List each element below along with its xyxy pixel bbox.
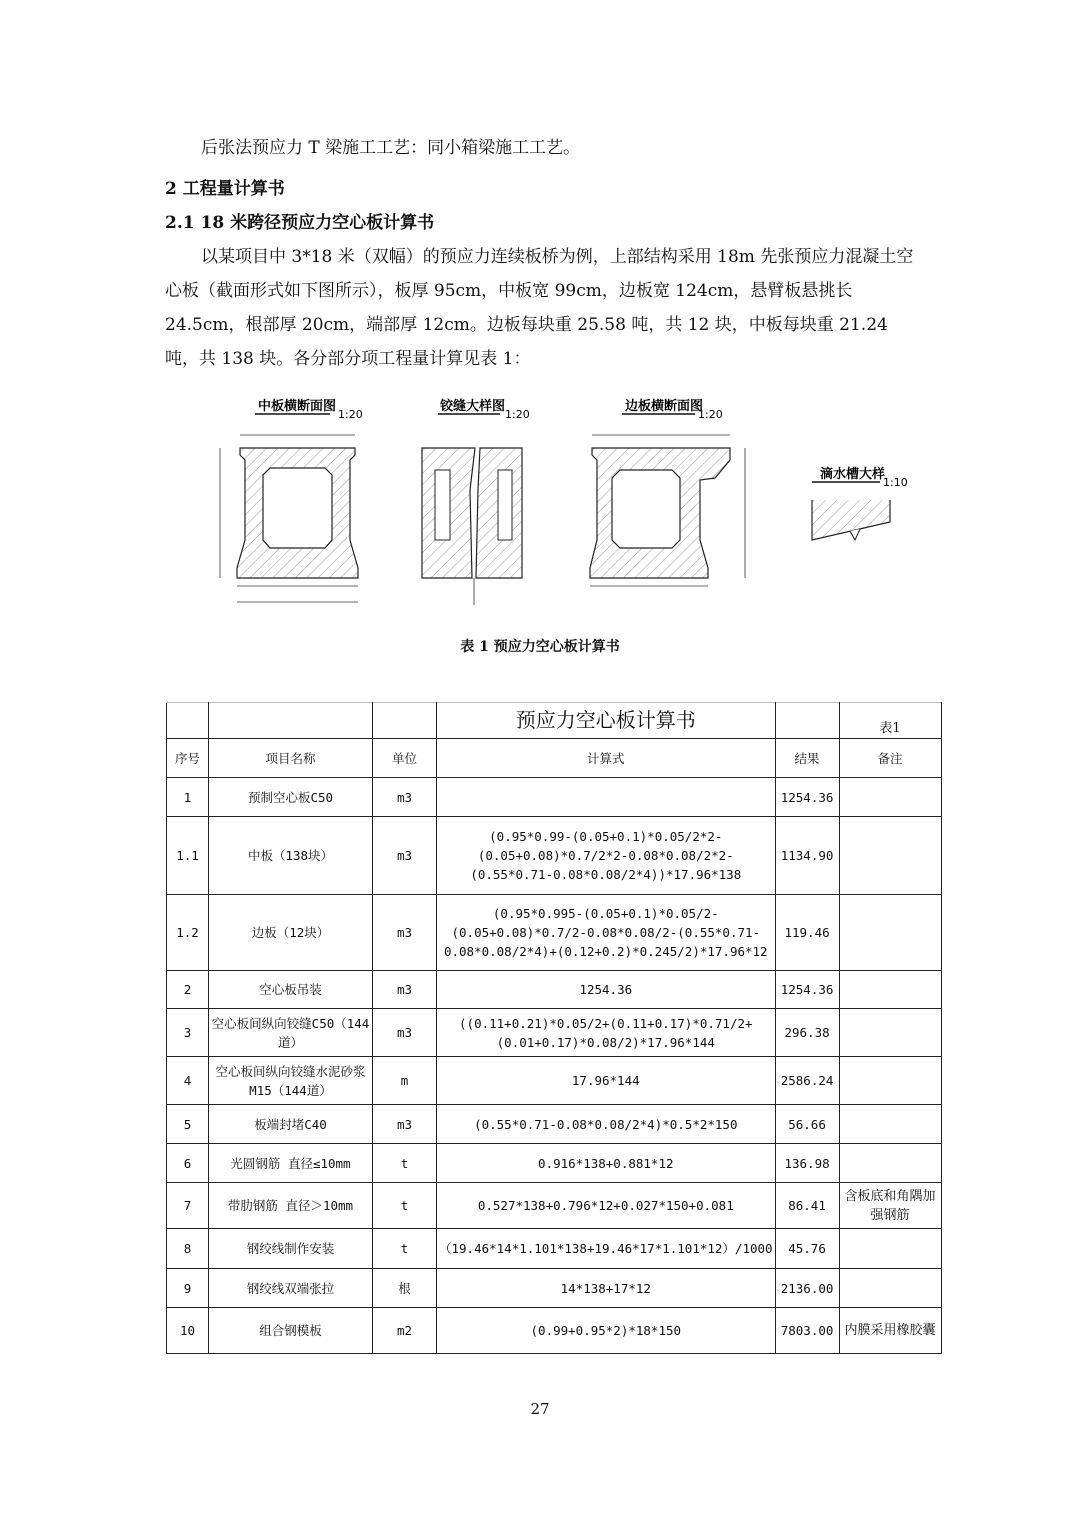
table-caption: 表 1 预应力空心板计算书	[460, 639, 620, 655]
cell-name: 预制空心板C50	[209, 778, 373, 817]
cell-unit: m3	[373, 895, 437, 971]
cell-result: 2136.00	[775, 1269, 839, 1308]
body-paragraph: 以某项目中 3*18 米（双幅）的预应力连续板桥为例，上部结构采用 18m 先张预应力混凝土空心板（截面形式如下图所示），板厚 95cm，中板宽 99cm，边板宽 124cm，悬臂板悬挑长 24.5cm，根部厚 20cm，端部厚 12cm。边板每块重 25.58 吨，共 12 块，中板每块重 21.24 吨，共 138 块。各分部分项工程量计算见表 1：	[165, 247, 914, 369]
table-row	[167, 1144, 942, 1183]
table-row	[167, 1269, 942, 1308]
cell-result: 45.76	[775, 1229, 839, 1269]
cell-no: 6	[167, 1144, 209, 1183]
cell-formula: (0.55*0.71-0.08*0.08/2*4)*0.5*2*150	[437, 1105, 776, 1144]
d3-title: 边板横断面图	[625, 399, 704, 414]
table-row	[167, 817, 942, 895]
cell-result: 56.66	[775, 1105, 839, 1144]
cell-no: 10	[167, 1308, 209, 1354]
cell-formula: （19.46*14*1.101*138+19.46*17*1.101*12）/1000	[437, 1229, 776, 1269]
cell-note: 含板底和角隅加强钢筋	[839, 1183, 941, 1229]
table-row	[167, 778, 942, 817]
cell-note	[839, 817, 941, 895]
cell-result: 2586.24	[775, 1057, 839, 1105]
d4-title: 滴水槽大样	[820, 467, 886, 482]
cell-note	[839, 895, 941, 971]
cell-name: 空心板间纵向铰缝C50（144道）	[209, 1009, 373, 1057]
cell-note	[839, 1009, 941, 1057]
page-number: 27	[530, 1400, 550, 1418]
table-row	[167, 1229, 942, 1269]
cell-name: 空心板间纵向铰缝水泥砂浆M15（144道）	[209, 1057, 373, 1105]
cell-no: 1	[167, 778, 209, 817]
cell-note: 内膜采用橡胶囊	[839, 1308, 941, 1354]
cell-name: 中板（138块）	[209, 817, 373, 895]
cell-result: 1254.36	[775, 971, 839, 1009]
cell-result: 1254.36	[775, 778, 839, 817]
cell-result: 7803.00	[775, 1308, 839, 1354]
cell-unit: m3	[373, 971, 437, 1009]
cell-name: 钢绞线制作安装	[209, 1229, 373, 1269]
cell-formula: (0.99+0.95*2)*18*150	[437, 1308, 776, 1354]
cell-unit: m3	[373, 1105, 437, 1144]
cell-unit: m3	[373, 817, 437, 895]
subsection-heading: 2.1 18 米跨径预应力空心板计算书	[165, 213, 435, 233]
cell-unit: m	[373, 1057, 437, 1105]
cell-no: 2	[167, 971, 209, 1009]
d2-title: 铰缝大样图	[440, 399, 506, 414]
cell-note	[839, 1057, 941, 1105]
d1-scale: 1:20	[338, 408, 363, 421]
table-row	[167, 971, 942, 1009]
cell-unit: m2	[373, 1308, 437, 1354]
cell-result: 119.46	[775, 895, 839, 971]
cell-no: 1.1	[167, 817, 209, 895]
cell-note	[839, 1105, 941, 1144]
table-row	[167, 1057, 942, 1105]
cell-no: 1.2	[167, 895, 209, 971]
cell-note	[839, 971, 941, 1009]
table-title: 预应力空心板计算书	[437, 703, 776, 739]
table-header-row	[167, 739, 942, 778]
cell-name: 空心板吊装	[209, 971, 373, 1009]
table-title-row	[167, 703, 942, 739]
cell-no: 9	[167, 1269, 209, 1308]
header-cell: 计算式	[437, 739, 776, 778]
cell-note	[839, 778, 941, 817]
cell-formula: ((0.11+0.21)*0.05/2+(0.11+0.17)*0.71/2+(0.01+0.17)*0.08/2)*17.96*144	[437, 1009, 776, 1057]
cross-section-figure	[200, 390, 920, 620]
cell-formula: 1254.36	[437, 971, 776, 1009]
cell-unit: t	[373, 1183, 437, 1229]
cell-result: 1134.90	[775, 817, 839, 895]
cell-unit: m3	[373, 1009, 437, 1057]
cell-formula: (0.95*0.99-(0.05+0.1)*0.05/2*2-(0.05+0.08)*0.7/2*2-0.08*0.08/2*2-(0.55*0.71-0.08*0.08/2*4))*17.96*138	[437, 817, 776, 895]
section-heading: 2 工程量计算书	[165, 179, 285, 199]
table-row	[167, 1009, 942, 1057]
header-cell: 结果	[775, 739, 839, 778]
cell-result: 296.38	[775, 1009, 839, 1057]
cell-name: 带肋钢筋 直径＞10mm	[209, 1183, 373, 1229]
cell-name: 钢绞线双端张拉	[209, 1269, 373, 1308]
cell-formula	[437, 778, 776, 817]
d2-scale: 1:20	[505, 408, 530, 421]
table-row	[167, 1105, 942, 1144]
cell-formula: 14*138+17*12	[437, 1269, 776, 1308]
cell-formula: (0.95*0.995-(0.05+0.1)*0.05/2-(0.05+0.08)*0.7/2-0.08*0.08/2-(0.55*0.71-0.08*0.08/2*4)+(0.12+0.2)*0.245/2)*17.96*12	[437, 895, 776, 971]
drawing-svg	[200, 390, 920, 620]
cell-unit: t	[373, 1144, 437, 1183]
cell-name: 板端封堵C40	[209, 1105, 373, 1144]
cell-unit: m3	[373, 778, 437, 817]
cell-name: 组合钢模板	[209, 1308, 373, 1354]
cell-name: 光圆钢筋 直径≤10mm	[209, 1144, 373, 1183]
cell-name: 边板（12块）	[209, 895, 373, 971]
table-number: 表1	[839, 703, 941, 739]
cell-note	[839, 1269, 941, 1308]
table-row	[167, 895, 942, 971]
intro-line: 后张法预应力 T 梁施工工艺：同小箱梁施工工艺。	[201, 138, 581, 158]
cell-no: 5	[167, 1105, 209, 1144]
cell-no: 3	[167, 1009, 209, 1057]
cell-unit: t	[373, 1229, 437, 1269]
header-cell: 单位	[373, 739, 437, 778]
cell-unit: 根	[373, 1269, 437, 1308]
table-row	[167, 1183, 942, 1229]
cell-no: 7	[167, 1183, 209, 1229]
header-cell: 备注	[839, 739, 941, 778]
cell-result: 136.98	[775, 1144, 839, 1183]
calculation-table	[166, 702, 942, 1354]
d4-scale: 1:10	[883, 476, 908, 489]
cell-formula: 0.916*138+0.881*12	[437, 1144, 776, 1183]
cell-note	[839, 1144, 941, 1183]
table-row	[167, 1308, 942, 1354]
d3-scale: 1:20	[698, 408, 723, 421]
header-cell: 序号	[167, 739, 209, 778]
cell-formula: 17.96*144	[437, 1057, 776, 1105]
header-cell: 项目名称	[209, 739, 373, 778]
cell-formula: 0.527*138+0.796*12+0.027*150+0.081	[437, 1183, 776, 1229]
cell-result: 86.41	[775, 1183, 839, 1229]
d1-title: 中板横断面图	[258, 399, 337, 414]
cell-no: 4	[167, 1057, 209, 1105]
cell-no: 8	[167, 1229, 209, 1269]
cell-note	[839, 1229, 941, 1269]
